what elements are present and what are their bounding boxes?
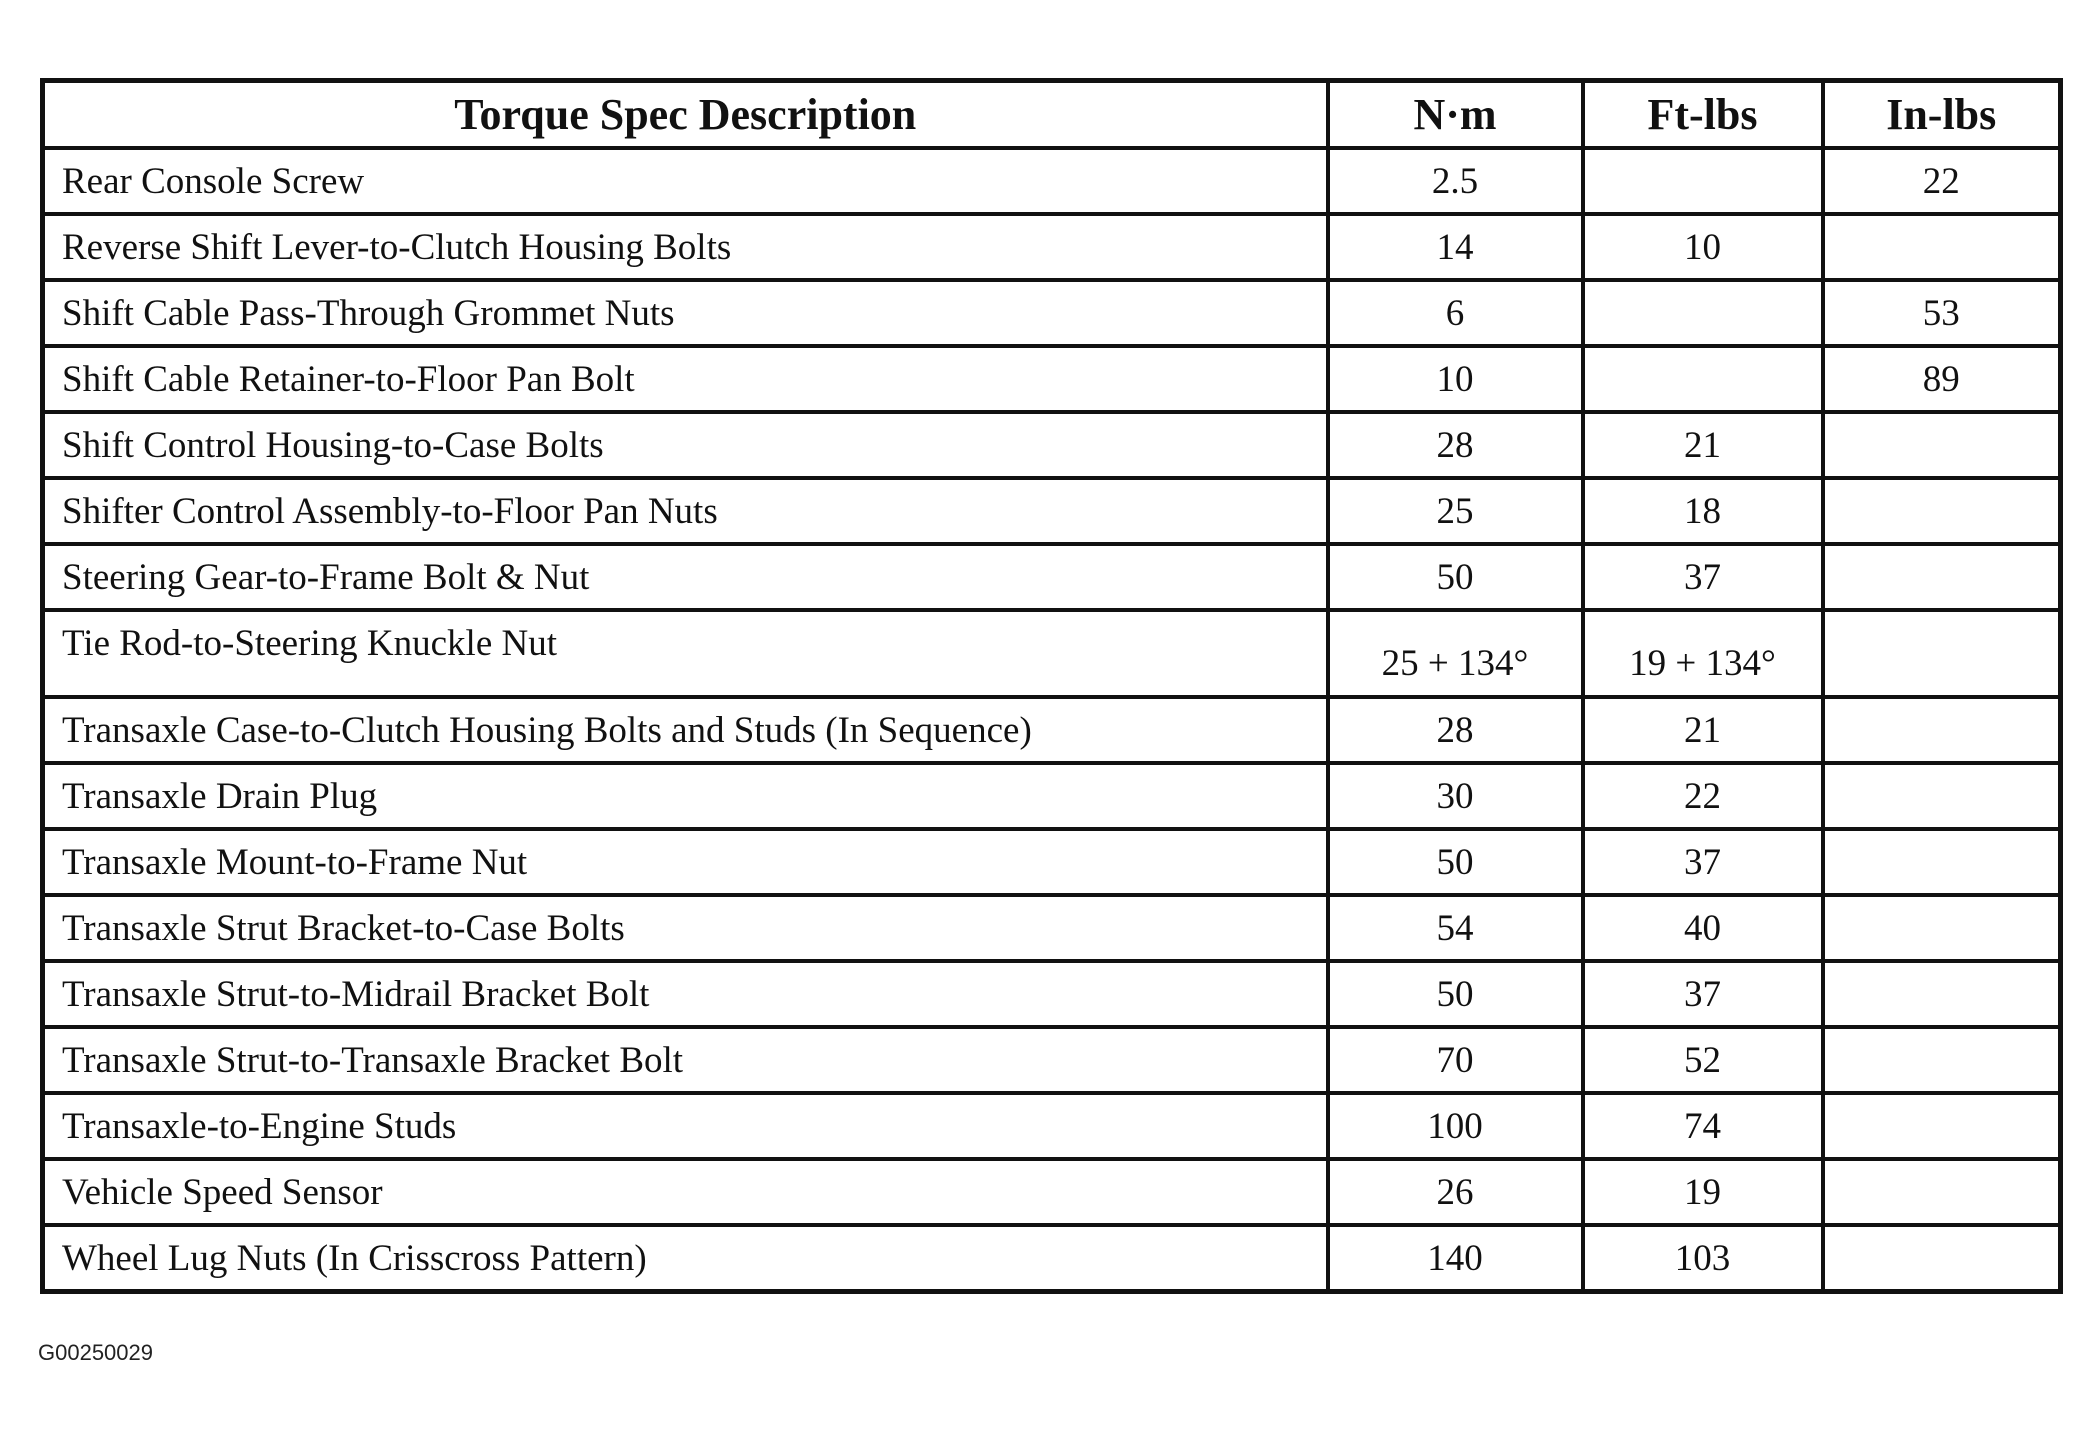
- cell-in-lbs: [1823, 478, 2061, 544]
- cell-ft-lbs: 22: [1583, 763, 1823, 829]
- cell-description: Reverse Shift Lever-to-Clutch Housing Bolts: [43, 214, 1328, 280]
- cell-description: Wheel Lug Nuts (In Crisscross Pattern): [43, 1225, 1328, 1292]
- cell-in-lbs: [1823, 214, 2061, 280]
- table-row: [43, 412, 2061, 478]
- cell-nm: 50: [1328, 961, 1583, 1027]
- cell-nm: 6: [1328, 280, 1583, 346]
- cell-nm: 50: [1328, 544, 1583, 610]
- cell-ft-lbs: 40: [1583, 895, 1823, 961]
- cell-ft-lbs: 19: [1583, 1159, 1823, 1225]
- table-row: [43, 1225, 2061, 1292]
- cell-ft-lbs: 10: [1583, 214, 1823, 280]
- cell-in-lbs: [1823, 1027, 2061, 1093]
- cell-description: Transaxle Strut Bracket-to-Case Bolts: [43, 895, 1328, 961]
- cell-description: Tie Rod-to-Steering Knuckle Nut: [43, 610, 1328, 697]
- table-row: [43, 697, 2061, 763]
- cell-in-lbs: [1823, 610, 2061, 697]
- cell-ft-lbs: 19 + 134°: [1583, 610, 1823, 697]
- cell-ft-lbs: [1583, 346, 1823, 412]
- cell-nm: 26: [1328, 1159, 1583, 1225]
- cell-ft-lbs: 37: [1583, 829, 1823, 895]
- cell-ft-lbs: 18: [1583, 478, 1823, 544]
- cell-in-lbs: [1823, 829, 2061, 895]
- table-row: [43, 544, 2061, 610]
- cell-description: Shift Control Housing-to-Case Bolts: [43, 412, 1328, 478]
- cell-ft-lbs: 103: [1583, 1225, 1823, 1292]
- cell-description: Rear Console Screw: [43, 148, 1328, 214]
- cell-description: Transaxle Mount-to-Frame Nut: [43, 829, 1328, 895]
- cell-description: Shift Cable Pass-Through Grommet Nuts: [43, 280, 1328, 346]
- figure-id-label: G00250029: [38, 1340, 153, 1365]
- table-row: [43, 148, 2061, 214]
- cell-nm: 100: [1328, 1093, 1583, 1159]
- cell-nm: 28: [1328, 697, 1583, 763]
- cell-ft-lbs: 52: [1583, 1027, 1823, 1093]
- cell-in-lbs: [1823, 544, 2061, 610]
- cell-description: Transaxle Strut-to-Midrail Bracket Bolt: [43, 961, 1328, 1027]
- cell-in-lbs: [1823, 763, 2061, 829]
- cell-ft-lbs: 21: [1583, 412, 1823, 478]
- cell-description: Transaxle Drain Plug: [43, 763, 1328, 829]
- table-row: [43, 346, 2061, 412]
- cell-nm: 25 + 134°: [1328, 610, 1583, 697]
- cell-description: Steering Gear-to-Frame Bolt & Nut: [43, 544, 1328, 610]
- table-row: [43, 961, 2061, 1027]
- table-row: [43, 1027, 2061, 1093]
- header-in-lbs: In-lbs: [1823, 81, 2061, 149]
- cell-in-lbs: [1823, 1159, 2061, 1225]
- table-row: [43, 1093, 2061, 1159]
- table-row: [43, 280, 2061, 346]
- header-ft-lbs: Ft-lbs: [1583, 81, 1823, 149]
- cell-nm: 10: [1328, 346, 1583, 412]
- cell-ft-lbs: [1583, 280, 1823, 346]
- table-row: [43, 610, 2061, 697]
- table-row: [43, 763, 2061, 829]
- cell-in-lbs: [1823, 895, 2061, 961]
- cell-ft-lbs: 37: [1583, 544, 1823, 610]
- cell-nm: 54: [1328, 895, 1583, 961]
- torque-spec-table: [40, 78, 2063, 1294]
- cell-nm: 50: [1328, 829, 1583, 895]
- table-row: [43, 895, 2061, 961]
- table-row: [43, 478, 2061, 544]
- cell-description: Vehicle Speed Sensor: [43, 1159, 1328, 1225]
- cell-ft-lbs: 74: [1583, 1093, 1823, 1159]
- cell-description: Shifter Control Assembly-to-Floor Pan Nuts: [43, 478, 1328, 544]
- cell-nm: 2.5: [1328, 148, 1583, 214]
- cell-description: Shift Cable Retainer-to-Floor Pan Bolt: [43, 346, 1328, 412]
- cell-nm: 25: [1328, 478, 1583, 544]
- cell-ft-lbs: 37: [1583, 961, 1823, 1027]
- cell-in-lbs: [1823, 1093, 2061, 1159]
- cell-nm: 70: [1328, 1027, 1583, 1093]
- cell-nm: 30: [1328, 763, 1583, 829]
- cell-ft-lbs: [1583, 148, 1823, 214]
- cell-nm: 14: [1328, 214, 1583, 280]
- table-row: [43, 1159, 2061, 1225]
- cell-description: Transaxle-to-Engine Studs: [43, 1093, 1328, 1159]
- header-description: Torque Spec Description: [43, 81, 1328, 149]
- cell-in-lbs: 22: [1823, 148, 2061, 214]
- cell-description: Transaxle Case-to-Clutch Housing Bolts and Studs (In Sequence): [43, 697, 1328, 763]
- header-row: [43, 81, 2061, 149]
- cell-in-lbs: 53: [1823, 280, 2061, 346]
- cell-in-lbs: [1823, 697, 2061, 763]
- cell-ft-lbs: 21: [1583, 697, 1823, 763]
- cell-in-lbs: 89: [1823, 346, 2061, 412]
- header-nm: N·m: [1328, 81, 1583, 149]
- cell-in-lbs: [1823, 961, 2061, 1027]
- cell-nm: 28: [1328, 412, 1583, 478]
- cell-description: Transaxle Strut-to-Transaxle Bracket Bolt: [43, 1027, 1328, 1093]
- cell-nm: 140: [1328, 1225, 1583, 1292]
- table-row: [43, 214, 2061, 280]
- cell-in-lbs: [1823, 1225, 2061, 1292]
- cell-in-lbs: [1823, 412, 2061, 478]
- table-row: [43, 829, 2061, 895]
